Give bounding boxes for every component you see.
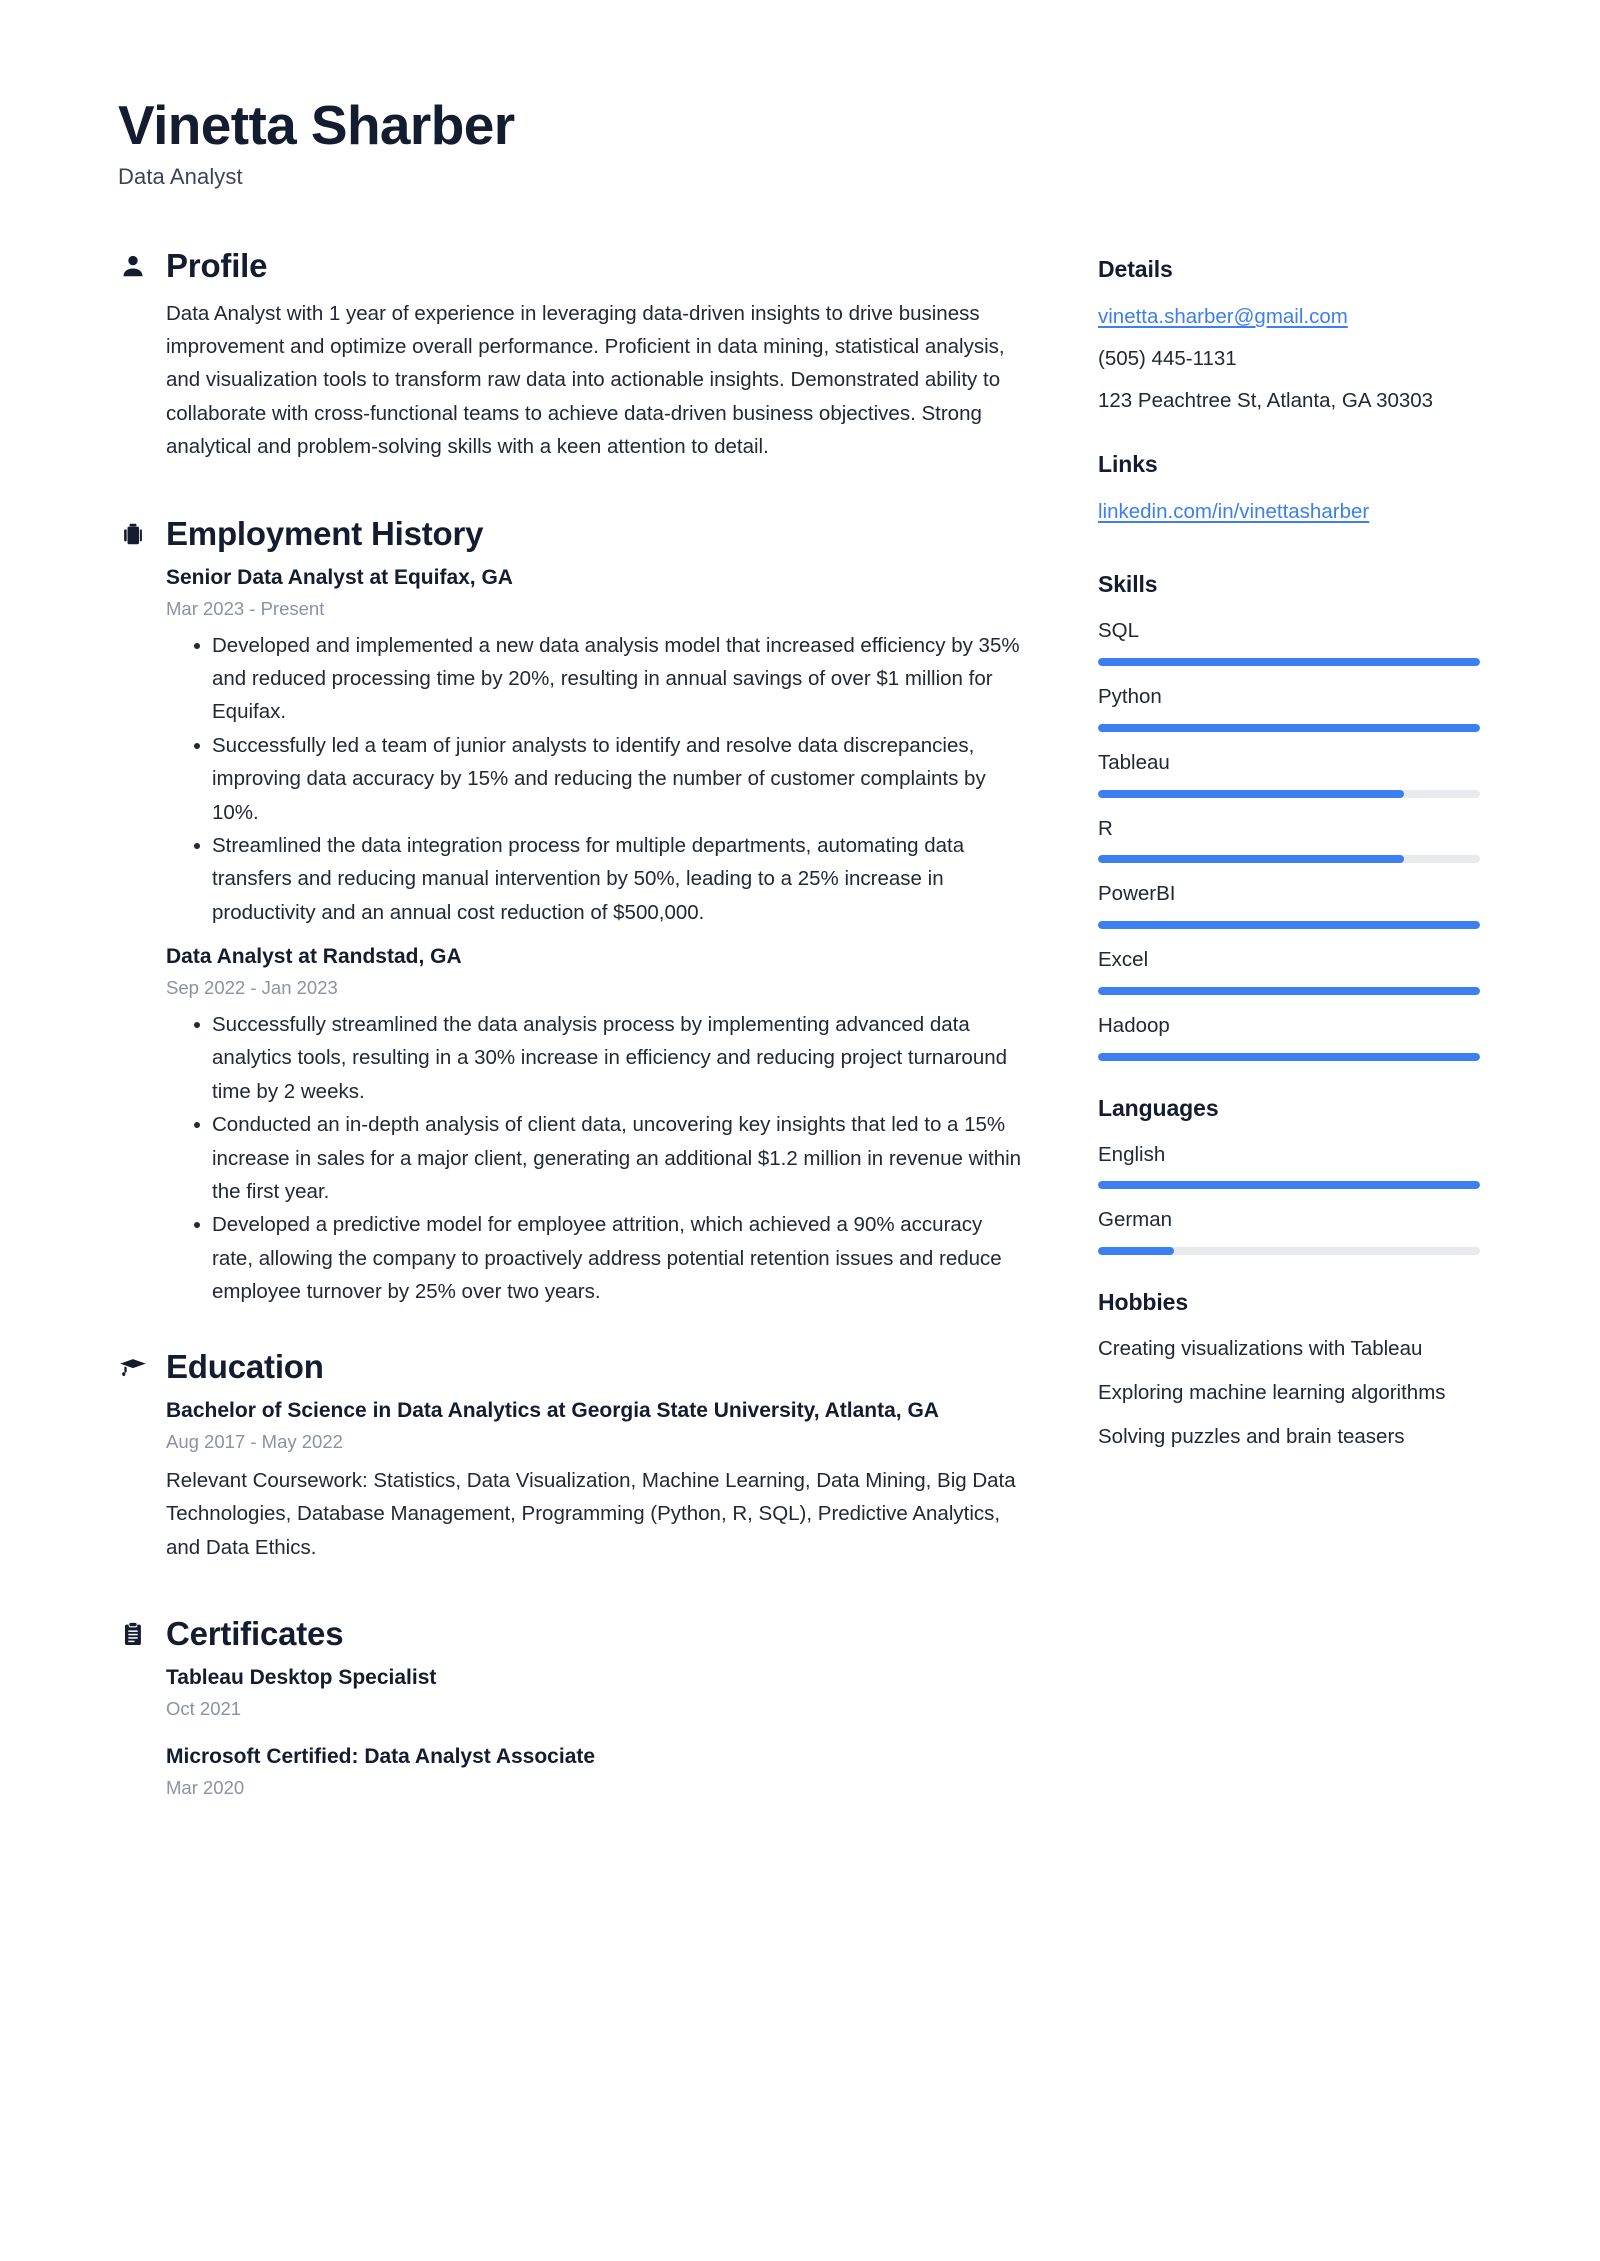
job-date: Mar 2023 - Present [166,597,325,619]
job-bullet: Streamlined the data integration process for multiple departments, automating data transfers and reducing manual intervention by 50%, leading to a 25% increase in productivity and an annual cost reduction of $500,000. [166,829,1028,929]
skill-meter-track [1098,921,1480,929]
section-education [118,1349,1028,1564]
resume-header [0,0,1600,190]
sidebar-languages [1098,1095,1518,1256]
skill-meter-track [1098,987,1480,995]
clipboard-icon [118,1617,148,1651]
linkedin-link[interactable]: linkedin.com/in/vinettasharber [1098,499,1370,523]
language-meter-fill [1098,1247,1174,1255]
section-education-header [118,1349,1028,1385]
certificate-date: Mar 2020 [166,1776,245,1798]
skill-meter-fill [1098,658,1480,666]
user-icon [118,249,148,283]
skill-row [1098,748,1518,798]
skill-meter-fill [1098,724,1480,732]
skill-row [1098,616,1518,666]
section-profile-body [118,297,1028,464]
hobby-item: Exploring machine learning algorithms [1098,1380,1446,1404]
skill-meter-fill [1098,921,1480,929]
sidebar-languages-title: Languages [1098,1094,1219,1121]
sidebar-details [1098,256,1518,416]
skill-label: SQL [1098,619,1140,643]
language-row [1098,1205,1518,1255]
certificate-date: Oct 2021 [166,1698,242,1720]
job-bullet: Successfully led a team of junior analysts to identify and resolve data discrepancies, improving data accuracy by 15% and reducing the number of customer complaints by 10%. [166,729,1028,829]
section-certificates [118,1616,1028,1802]
sidebar-hobbies [1098,1289,1518,1451]
sidebar-skills [1098,571,1518,1060]
skill-label: R [1098,816,1113,840]
skill-meter-track [1098,1053,1480,1061]
skill-meter-fill [1098,987,1480,995]
skill-meter-track [1098,790,1480,798]
skill-row [1098,879,1518,929]
degree-description: Relevant Coursework: Statistics, Data Visualization, Machine Learning, Data Mining, Big Data Technologies, Database Management, Programming (Python, R, SQL), Predictive Analytics, and Data Ethics. [166,1468,1016,1559]
job-title: Data Analyst at Randstad, GA [166,945,462,969]
section-employment-body [118,564,1028,1309]
job-bullet: Developed a predictive model for employee attrition, which achieved a 90% accuracy rate, allowing the company to proactively address potential retention issues and reduce employee turnover by 25% over two years. [166,1208,1028,1308]
certificate-entry [166,1664,1028,1723]
job-bullet: Developed and implemented a new data analysis model that increased efficiency by 35% and reduced processing time by 20%, resulting in annual savings of over $1 million for Equifax. [166,629,1028,729]
language-meter-track [1098,1247,1480,1255]
degree-title: Bachelor of Science in Data Analytics at Georgia State University, Atlanta, GA [166,1398,939,1422]
skill-label: Hadoop [1098,1013,1170,1037]
employment-entry [166,943,1028,1308]
candidate-name: Vinetta Sharber [118,94,515,156]
skill-label: Excel [1098,948,1149,972]
sidebar-details-title: Details [1098,256,1173,283]
skill-label: PowerBI [1098,882,1176,906]
language-meter-fill [1098,1181,1480,1189]
job-date: Sep 2022 - Jan 2023 [166,977,338,999]
language-meter-track [1098,1181,1480,1189]
language-label: English [1098,1142,1166,1166]
job-bullet: Successfully streamlined the data analysis process by implementing advanced data analytics tools, resulting in a 30% increase in efficiency and reducing project turnaround time by 2 weeks. [166,1008,1028,1108]
skill-label: Tableau [1098,750,1170,774]
skill-row [1098,682,1518,732]
sidebar-hobbies-title: Hobbies [1098,1289,1189,1316]
section-profile-title: Profile [166,247,268,285]
graduation-cap-icon [118,1350,148,1384]
degree-date: Aug 2017 - May 2022 [166,1430,343,1452]
certificate-entry [166,1743,1028,1802]
sidebar-column [1098,248,1518,1485]
hobby-item: Solving puzzles and brain teasers [1098,1424,1405,1448]
section-profile [118,248,1028,463]
resume-body [0,248,1600,1813]
job-bullets [166,629,1028,930]
section-certificates-body [118,1664,1028,1801]
sidebar-links-title: Links [1098,450,1158,477]
skill-meter-fill [1098,855,1404,863]
skill-row [1098,814,1518,864]
section-education-body [118,1397,1028,1564]
sidebar-skills-title: Skills [1098,571,1158,598]
hobby-item: Creating visualizations with Tableau [1098,1337,1423,1361]
section-employment-header [118,516,1028,552]
section-certificates-header [118,1616,1028,1652]
skill-row [1098,1011,1518,1061]
phone-text: (505) 445-1131 [1098,347,1237,371]
candidate-job-title: Data Analyst [118,164,243,190]
employment-entry [166,564,1028,929]
certificate-title: Tableau Desktop Specialist [166,1666,437,1690]
job-bullets [166,1008,1028,1309]
section-certificates-title: Certificates [166,1614,344,1652]
job-bullet: Conducted an in-depth analysis of client data, uncovering key insights that led to a 15% increase in sales for a major client, generating an additional $1.2 million in revenue within the first year. [166,1108,1028,1208]
address-text: 123 Peachtree St, Atlanta, GA 30303 [1098,388,1434,412]
sidebar-links [1098,451,1518,538]
profile-summary-text: Data Analyst with 1 year of experience in leveraging data-driven insights to drive business improvement and optimize overall performance. Proficient in data mining, statistical analysis, and visualization tools to transform raw data into actionable insights. Demonstrated ability to collaborate with cross-functional teams to achieve data-driven business objectives. Strong analytical and problem-solving skills with a keen attention to detail. [166,301,1005,459]
section-employment-title: Employment History [166,514,484,552]
skill-meter-track [1098,855,1480,863]
section-education-title: Education [166,1347,324,1385]
email-link[interactable]: vinetta.sharber@gmail.com [1098,305,1348,329]
education-entry [166,1397,1028,1564]
skill-meter-track [1098,724,1480,732]
section-profile-header [118,248,1028,284]
language-row [1098,1140,1518,1190]
skill-meter-fill [1098,1053,1480,1061]
language-label: German [1098,1208,1173,1232]
briefcase-icon [118,517,148,551]
certificate-title: Microsoft Certified: Data Analyst Associate [166,1744,596,1768]
skill-meter-fill [1098,790,1404,798]
skill-row [1098,945,1518,995]
section-employment [118,516,1028,1309]
job-title: Senior Data Analyst at Equifax, GA [166,565,513,589]
skill-label: Python [1098,685,1162,709]
main-column [118,248,1028,1813]
skill-meter-track [1098,658,1480,666]
